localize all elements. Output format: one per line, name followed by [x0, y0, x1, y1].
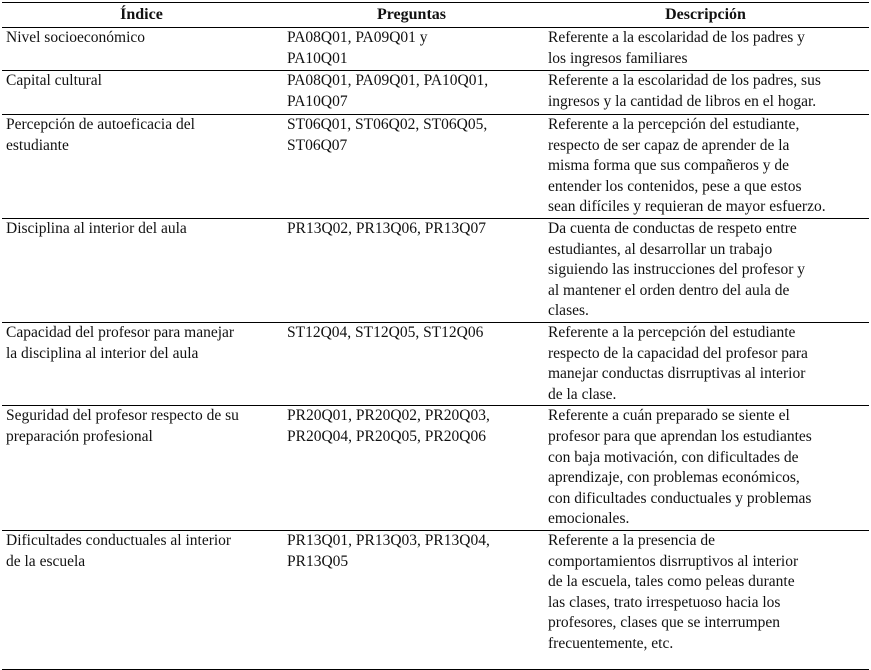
cell-preguntas: ST06Q01, ST06Q02, ST06Q05, ST06Q07	[287, 116, 488, 154]
cell-descripcion: Referente a la escolaridad de los padres, sus ingresos y la cantidad de libros en el hogar.	[548, 72, 821, 110]
cell-indice: Capital cultural	[6, 72, 102, 89]
cell-descripcion: Referente a cuán preparado se siente el profesor para que aprendan los estudiantes con baja motivación, con dificultades de aprendizaje, con problemas económicos, con dificultades conductuales y problemas emocionales.	[548, 407, 812, 528]
table-row	[2, 322, 869, 405]
header-indice: Índice	[120, 5, 163, 23]
cell-preguntas: PR13Q01, PR13Q03, PR13Q04, PR13Q05	[287, 531, 490, 570]
header-row	[2, 3, 869, 28]
table-row	[2, 71, 869, 115]
cell-preguntas: PR20Q01, PR20Q02, PR20Q03, PR20Q04, PR20Q05, PR20Q06	[287, 407, 490, 445]
indices-table	[2, 2, 869, 670]
header-descripcion: Descripción	[665, 5, 746, 23]
cell-descripcion: Referente a la escolaridad de los padres y los ingresos familiares	[548, 29, 805, 67]
cell-indice: Capacidad del profesor para manejar la disciplina al interior del aula	[6, 323, 235, 362]
cell-indice: Percepción de autoeficacia del estudiante	[6, 116, 195, 154]
cell-indice: Dificultades conductuales al interior de la escuela	[6, 531, 232, 570]
cell-descripcion: Referente a la presencia de comportamientos disrruptivos al interior de la escuela, tales como peleas durante las clases, trato irrespetuoso hacia los profesores, clases que se interrumpen frecuentemente, etc.	[548, 531, 799, 652]
header-preguntas: Preguntas	[376, 5, 447, 23]
cell-preguntas: PA08Q01, PA09Q01 y PA10Q01	[287, 29, 428, 67]
table-row	[2, 219, 869, 323]
cell-preguntas: PR13Q02, PR13Q06, PR13Q07	[287, 220, 486, 237]
table-row	[2, 115, 869, 219]
cell-descripcion: Da cuenta de conductas de respeto entre estudiantes, al desarrollar un trabajo siguiendo las instrucciones del profesor y al mantener el orden dentro del aula de clases.	[548, 220, 805, 320]
table-row	[2, 28, 869, 71]
cell-indice: Nivel socioeconómico	[6, 29, 146, 46]
cell-preguntas: ST12Q04, ST12Q05, ST12Q06	[287, 323, 484, 341]
cell-preguntas: PA08Q01, PA09Q01, PA10Q01, PA10Q07	[287, 72, 489, 110]
cell-descripcion: Referente a la percepción del estudiante respecto de la capacidad del profesor para manejar conductas disrruptivas al interior de la clase.	[548, 323, 808, 403]
cell-indice: Seguridad del profesor respecto de su preparación profesional	[6, 407, 239, 445]
cell-descripcion: Referente a la percepción del estudiante, respecto de ser capaz de aprender de la misma forma que sus compañeros y de entender los contenidos, pese a que estos sean difíciles y requieran de mayor esfuerzo.	[548, 116, 826, 216]
cell-indice: Disciplina al interior del aula	[6, 220, 187, 237]
table-row	[2, 530, 869, 669]
table-row	[2, 406, 869, 531]
